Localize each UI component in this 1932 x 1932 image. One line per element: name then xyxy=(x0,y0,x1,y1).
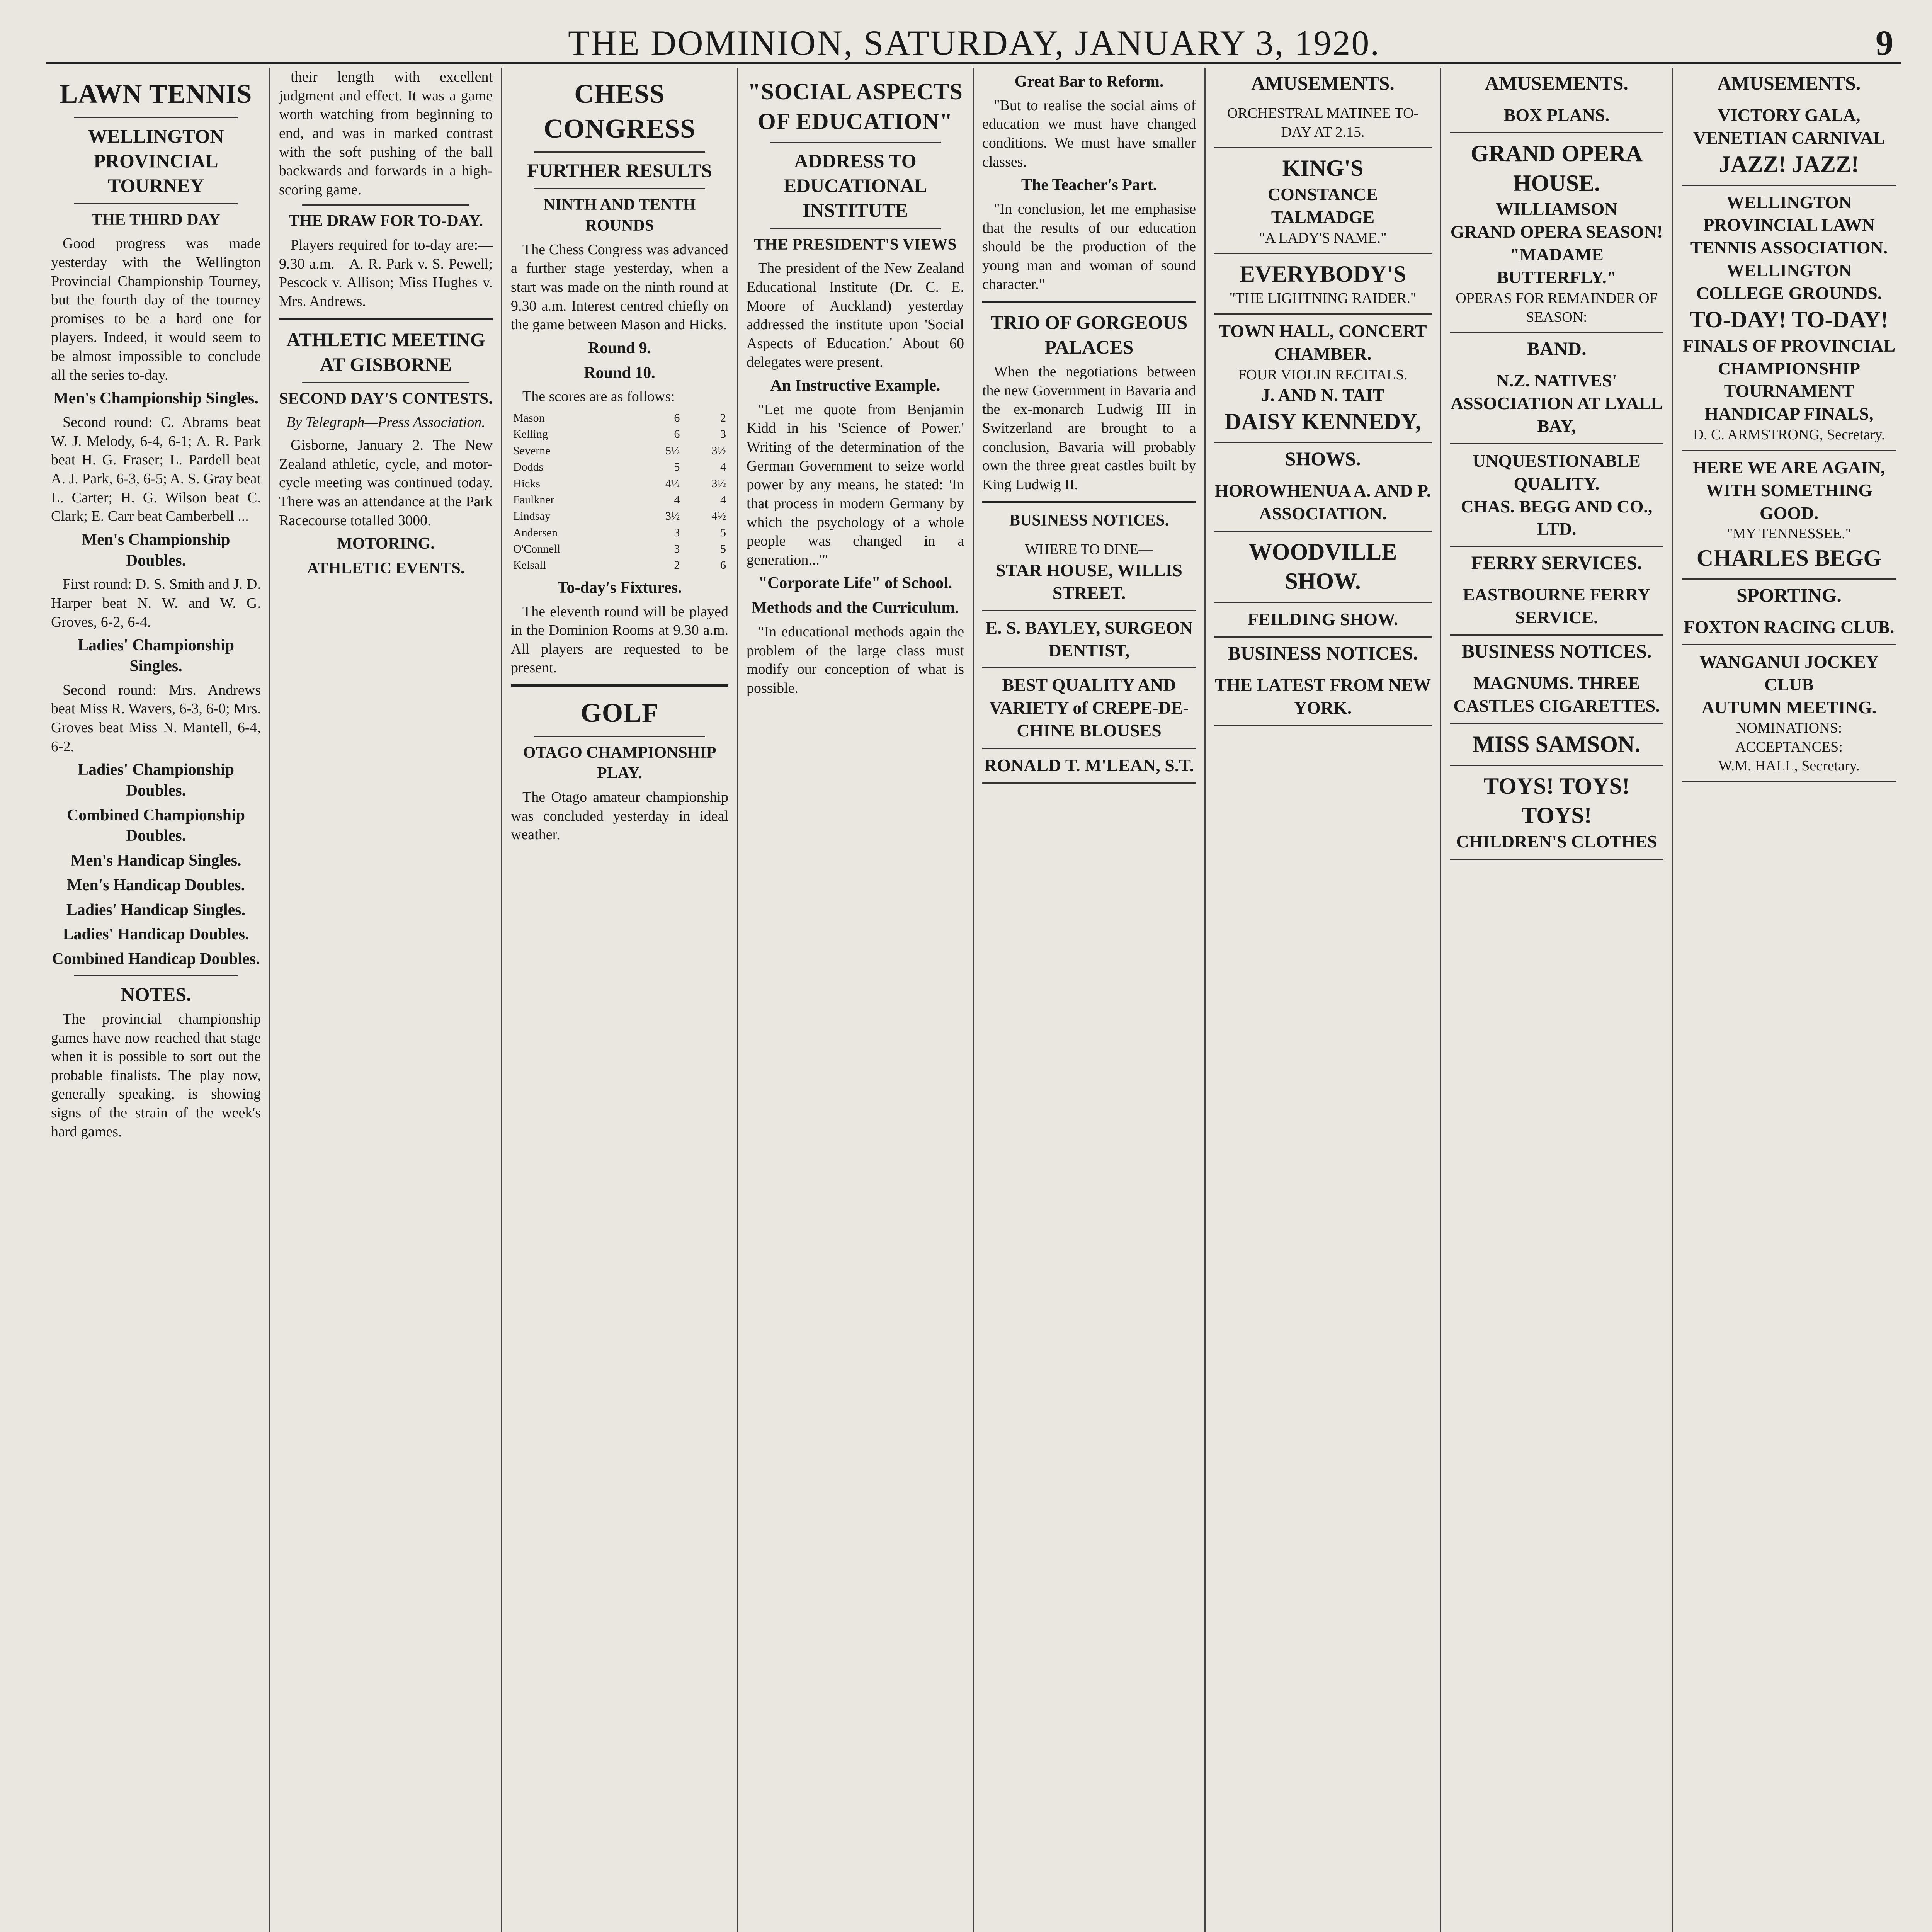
ad-line: TOWN HALL, CONCERT CHAMBER. xyxy=(1219,321,1427,364)
table-cell: 4 xyxy=(720,493,726,506)
table-cell: Severne xyxy=(513,444,551,457)
table-cell: Andersen xyxy=(513,526,558,539)
foxton-ad xyxy=(1682,611,1896,645)
table-cell: 3½ xyxy=(665,510,680,523)
mens-singles-text: Second round: C. Abrams beat W. J. Melody, 6-4, 6-1; A. R. Park beat H. G. Fraser; L. Pardell beat A. J. Park, 6-3, 6-5; A. S. Gray beat L. Carter; H. G. Wilson beat C. Clark; E. Carr beat Camberbell ... xyxy=(51,414,261,525)
ad-line: "THE LIGHTNING RAIDER." xyxy=(1229,290,1417,307)
grand-opera-ad xyxy=(1450,133,1663,333)
ladies-singles-text: Second round: Mrs. Andrews beat Miss R. Wavers, 6-3, 6-0; Mrs. Groves beat Miss N. Mantell, 6-4, 6-2. xyxy=(51,682,261,755)
band-heading: BAND. xyxy=(1527,338,1587,360)
divider xyxy=(534,151,705,153)
table-row xyxy=(511,541,728,557)
table-row xyxy=(511,459,728,475)
table-cell: Mason xyxy=(513,411,545,424)
everybodys-ad xyxy=(1214,254,1432,314)
table-cell: Hicks xyxy=(513,477,540,490)
ad-line: KING'S xyxy=(1282,155,1364,181)
ad-line: VICTORY GALA, VENETIAN CARNIVAL xyxy=(1693,105,1885,148)
golf-text: The Otago amateur championship was concluded yesterday in ideal weather. xyxy=(511,789,728,843)
third-day-heading: THE THIRD DAY xyxy=(91,211,221,229)
round-10-heading: Round 10. xyxy=(584,364,655,382)
table-cell: 5½ xyxy=(665,444,680,457)
ad-line: BOX PLANS. xyxy=(1503,105,1610,125)
divider xyxy=(982,301,1196,303)
ad-line: FOXTON RACING CLUB. xyxy=(1684,617,1895,637)
tennis-continued-text: their length with excellent judgment and effect. It was a game worth watching from beginning to end, and was in marked contrast with the soft pushing of the ball backwards and forwards in a high-scoring game. xyxy=(279,69,493,198)
ferry-heading: FERRY SERVICES. xyxy=(1471,552,1642,574)
palaces-heading: TRIO OF GORGEOUS PALACES xyxy=(990,311,1188,358)
ladies-handicap-doubles-heading: Ladies' Handicap Doubles. xyxy=(63,925,249,944)
ad-line: OPERAS FOR REMAINDER OF SEASON: xyxy=(1456,290,1658,325)
table-cell: 4½ xyxy=(711,510,726,523)
music-ad xyxy=(1682,451,1896,580)
divider xyxy=(74,117,238,118)
table-row xyxy=(511,410,728,426)
gala-ad xyxy=(1682,99,1896,186)
page-number: 9 xyxy=(1876,23,1893,63)
woodville-ad xyxy=(1214,532,1432,603)
ad-line: EASTBOURNE FERRY SERVICE. xyxy=(1463,585,1651,628)
column-amusements-2 xyxy=(1441,68,1673,1932)
table-cell: 3 xyxy=(674,526,680,539)
ad-line: ACCEPTANCES: xyxy=(1735,739,1843,755)
ad-line: GRAND OPERA HOUSE. xyxy=(1471,140,1643,196)
chess-score-table xyxy=(511,410,728,574)
toys-ad xyxy=(1450,766,1663,860)
ad-line: ORCHESTRAL MATINEE TO-DAY AT 2.15. xyxy=(1227,105,1419,140)
divider xyxy=(534,188,705,189)
ad-line: WELLINGTON PROVINCIAL LAWN TENNIS ASSOCIATION. xyxy=(1690,192,1888,258)
ad-line: CHAS. BEGG AND CO., LTD. xyxy=(1461,496,1653,539)
ad-line: UNQUESTIONABLE QUALITY. xyxy=(1473,451,1641,493)
divider xyxy=(770,228,941,229)
samson-ad xyxy=(1450,724,1663,766)
instructive-example-heading: An Instructive Example. xyxy=(770,377,940,395)
ad-line: GRAND OPERA SEASON! xyxy=(1450,222,1663,242)
ad-line: "MADAME BUTTERFLY." xyxy=(1497,245,1617,287)
mens-handicap-doubles-heading: Men's Handicap Doubles. xyxy=(67,876,245,894)
ad-line: WHERE TO DINE— xyxy=(1025,541,1153,558)
table-row xyxy=(511,525,728,541)
mens-singles-heading: Men's Championship Singles. xyxy=(53,389,259,408)
ad-line: FEILDING SHOW. xyxy=(1247,609,1398,629)
ad-line: AUTUMN MEETING. xyxy=(1701,697,1877,717)
ad-line: BEST QUALITY AND VARIETY of CREPE-DE-CHINE BLOUSES xyxy=(989,675,1189,741)
star-house-ad xyxy=(982,535,1196,611)
chess-intro: The Chess Congress was advanced a further stage yesterday, when a start was made on the ninth round at 9.30 a.m. Interest centred chiefly on the game between Mason and Hicks. xyxy=(511,241,728,333)
ad-line: FINALS OF PROVINCIAL CHAMPIONSHIP TOURNAMENT xyxy=(1682,335,1896,401)
ad-line: HOROWHENUA A. AND P. ASSOCIATION. xyxy=(1214,480,1431,523)
ad-line: RONALD T. M'LEAN, S.T. xyxy=(984,755,1194,775)
wanganui-ad xyxy=(1682,645,1896,782)
table-row xyxy=(511,492,728,508)
matinee-ad xyxy=(1214,99,1432,148)
ad-line: TO-DAY! TO-DAY! xyxy=(1689,306,1888,332)
table-cell: Dodds xyxy=(513,461,544,474)
ad-line: "MY TENNESSEE." xyxy=(1726,526,1852,542)
ad-line: D. C. ARMSTRONG, Secretary. xyxy=(1693,427,1885,443)
columns xyxy=(43,68,1905,1932)
divider xyxy=(770,142,941,143)
ad-line: THE LATEST FROM NEW YORK. xyxy=(1214,675,1431,718)
rounds-heading: NINTH AND TENTH ROUNDS xyxy=(543,196,696,235)
ad-line: MAGNUMS. THREE CASTLES CIGARETTES. xyxy=(1453,673,1660,716)
ad-line: TOYS! TOYS! TOYS! xyxy=(1483,773,1630,828)
combined-doubles-heading: Combined Championship Doubles. xyxy=(67,806,245,845)
masthead-title: THE DOMINION, SATURDAY, JANUARY 3, 1920. xyxy=(568,23,1381,63)
mens-doubles-text: First round: D. S. Smith and J. D. Harper beat N. W. and W. G. Groves, 6-2, 6-4. xyxy=(51,576,261,630)
divider xyxy=(511,684,728,687)
feilding-ad xyxy=(1214,603,1432,638)
athletic-meeting-heading: ATHLETIC MEETING AT GISBORNE xyxy=(286,328,485,375)
ad-line: EVERYBODY'S xyxy=(1239,261,1406,287)
tennis-finals-ad xyxy=(1682,186,1896,451)
amusements-heading: AMUSEMENTS. xyxy=(1717,72,1861,94)
second-day-heading: SECOND DAY'S CONTESTS. xyxy=(279,389,493,408)
instructive-example-text: "Let me quote from Benjamin Kidd in his 'Science of Power.' Writing of the determination of the German Government to seize world power by any means, he stated: 'In that process in modern Germany by which the psychology of a whole people was changed in a generation...'" xyxy=(747,401,964,568)
ad-line: "A LADY'S NAME." xyxy=(1259,230,1387,246)
natives-association-ad xyxy=(1450,364,1663,444)
table-cell: Kelling xyxy=(513,428,548,441)
column-amusements-1 xyxy=(1206,68,1441,1932)
fixtures-text: The eleventh round will be played in the Dominion Rooms at 9.30 a.m. All players are requested to be present. xyxy=(511,603,728,676)
table-cell: 4 xyxy=(674,493,680,506)
divider xyxy=(302,204,469,206)
ad-line: DAISY KENNEDY, xyxy=(1224,409,1421,435)
table-cell: 3 xyxy=(720,428,726,441)
table-cell: 6 xyxy=(720,559,726,572)
notes-heading: NOTES. xyxy=(121,983,191,1005)
shows-heading: SHOWS. xyxy=(1285,447,1361,469)
divider xyxy=(74,975,238,976)
divider xyxy=(534,736,705,737)
box-plans-ad xyxy=(1450,99,1663,133)
motoring-heading: MOTORING. xyxy=(337,535,435,553)
table-cell: 5 xyxy=(674,461,680,474)
horowhenua-ad xyxy=(1214,474,1432,532)
table-cell: Lindsay xyxy=(513,510,551,523)
table-cell: 4½ xyxy=(665,477,680,490)
draw-text: Players required for to-day are:— 9.30 a.m.—A. R. Park v. S. Pewell; Pescock v. Allison; Miss Hughes v. Mrs. Andrews. xyxy=(279,237,493,310)
divider xyxy=(74,203,238,204)
divider xyxy=(982,501,1196,503)
education-heading: "SOCIAL ASPECTS OF EDUCATION" xyxy=(748,79,963,134)
ladies-singles-heading: Ladies' Championship Singles. xyxy=(78,636,234,675)
athletic-text: Gisborne, January 2. The New Zealand athletic, cycle, and motor-cycle meeting was continued today. There was an attendance at the Park Racecourse totalled 3000. xyxy=(279,437,493,529)
table-cell: 2 xyxy=(674,559,680,572)
teachers-part-text: "In conclusion, let me emphasise that the results of our education should be the production of the young man and woman of sound character." xyxy=(982,201,1196,293)
methods-heading: Methods and the Curriculum. xyxy=(752,599,959,617)
scores-intro: The scores are as follows: xyxy=(522,388,675,405)
divider xyxy=(279,318,493,320)
business-notices-heading: BUSINESS NOTICES. xyxy=(1228,642,1418,664)
table-cell: 6 xyxy=(674,428,680,441)
ad-line: N.Z. NATIVES' ASSOCIATION AT LYALL BAY, xyxy=(1451,371,1663,436)
column-athletics xyxy=(270,68,502,1932)
chess-heading: CHESS CONGRESS xyxy=(543,79,696,144)
teachers-part-heading: The Teacher's Part. xyxy=(1021,176,1157,194)
ad-line: MISS SAMSON. xyxy=(1473,731,1641,757)
ad-line: E. S. BAYLEY, SURGEON DENTIST, xyxy=(985,617,1193,660)
cigarettes-ad xyxy=(1450,667,1663,724)
town-hall-ad xyxy=(1214,315,1432,443)
masthead xyxy=(46,19,1901,64)
round-9-heading: Round 9. xyxy=(588,339,651,357)
ad-line: J. AND N. TAIT xyxy=(1261,385,1385,405)
ad-line: CHARLES BEGG xyxy=(1696,545,1882,571)
further-results-heading: FURTHER RESULTS xyxy=(527,160,712,182)
ad-line: WELLINGTON COLLEGE GROUNDS. xyxy=(1696,260,1882,303)
business-notices-heading: BUSINESS NOTICES. xyxy=(1461,640,1652,662)
methods-text: "In educational methods again the problem of the large class must modify our conception of what is possible. xyxy=(747,623,964,696)
great-bar-heading: Great Bar to Reform. xyxy=(1014,73,1164,90)
column-lawn-tennis xyxy=(43,68,270,1932)
divider xyxy=(302,382,469,383)
ad-line: WANGANUI JOCKEY CLUB xyxy=(1699,651,1879,694)
athletic-events-heading: ATHLETIC EVENTS. xyxy=(307,559,465,577)
table-cell: 3½ xyxy=(711,444,726,457)
notes-text: The provincial championship games have now reached that stage when it is possible to sort out the probable finalists. The play now, generally speaking, is showing signs of the strain of the week's hard games. xyxy=(51,1010,261,1140)
fixtures-heading: To-day's Fixtures. xyxy=(557,578,682,597)
table-row xyxy=(511,426,728,442)
business-notices-heading: BUSINESS NOTICES. xyxy=(1009,511,1169,529)
quality-ad xyxy=(1450,444,1663,548)
mclean-ad xyxy=(982,749,1196,784)
ad-line: CONSTANCE TALMADGE xyxy=(1267,184,1378,227)
presidents-views-heading: THE PRESIDENT'S VIEWS xyxy=(754,235,957,253)
sporting-heading: SPORTING. xyxy=(1736,584,1842,606)
ad-line: WOODVILLE SHOW. xyxy=(1248,539,1397,594)
ad-line: HERE WE ARE AGAIN, WITH SOMETHING GOOD. xyxy=(1693,457,1885,523)
table-row xyxy=(511,508,728,524)
table-row xyxy=(511,557,728,573)
ad-line: JAZZ! JAZZ! xyxy=(1719,151,1859,177)
column-education xyxy=(738,68,974,1932)
ladies-handicap-singles-heading: Ladies' Handicap Singles. xyxy=(66,901,246,919)
new-york-ad xyxy=(1214,668,1432,726)
table-cell: 2 xyxy=(720,411,726,424)
column-amusements-3 xyxy=(1673,68,1905,1932)
ladies-doubles-heading: Ladies' Championship Doubles. xyxy=(78,761,234,799)
table-cell: 4 xyxy=(720,461,726,474)
amusements-heading: AMUSEMENTS. xyxy=(1251,72,1395,94)
amusements-heading: AMUSEMENTS. xyxy=(1485,72,1628,94)
ad-line: W.M. HALL, Secretary. xyxy=(1718,757,1860,774)
byline: By Telegraph—Press Association. xyxy=(286,414,485,431)
ad-line: HANDICAP FINALS, xyxy=(1704,404,1874,424)
table-cell: 5 xyxy=(720,526,726,539)
kings-theatre-ad xyxy=(1214,148,1432,254)
table-cell: 5 xyxy=(720,543,726,556)
dentist-ad xyxy=(982,611,1196,669)
ad-line: CHILDREN'S CLOTHES xyxy=(1456,832,1657,852)
otago-heading: OTAGO CHAMPIONSHIP PLAY. xyxy=(523,743,716,782)
table-cell: O'Connell xyxy=(513,543,561,556)
ad-line: NOMINATIONS: xyxy=(1736,720,1842,736)
tourney-subheading: WELLINGTON PROVINCIAL TOURNEY xyxy=(88,125,224,196)
draw-heading: THE DRAW FOR TO-DAY. xyxy=(288,212,483,230)
lawn-tennis-heading: LAWN TENNIS xyxy=(60,79,252,109)
corporate-life-heading: "Corporate Life" of School. xyxy=(758,574,952,592)
table-cell: Kelsall xyxy=(513,559,546,572)
table-cell: 3½ xyxy=(711,477,726,490)
table-row xyxy=(511,476,728,492)
column-education-cont xyxy=(974,68,1206,1932)
great-bar-text: "But to realise the social aims of education we must have changed conditions. We must have smaller classes. xyxy=(982,97,1196,170)
table-row xyxy=(511,443,728,459)
eastbourne-ferry-ad xyxy=(1450,578,1663,636)
table-cell: 3 xyxy=(674,543,680,556)
golf-heading: GOLF xyxy=(580,698,659,728)
tennis-intro: Good progress was made yesterday with the Wellington Provincial Championship Tourney, but the fourth day of the tourney promises to be a hard one for players. Indeed, it would seem to be almost impossible to conclude all the series to-day. xyxy=(51,235,261,383)
column-chess xyxy=(502,68,738,1932)
combined-handicap-heading: Combined Handicap Doubles. xyxy=(52,950,260,968)
mens-handicap-singles-heading: Men's Handicap Singles. xyxy=(70,852,242,870)
ad-line: STAR HOUSE, WILLIS STREET. xyxy=(996,560,1182,603)
education-intro: The president of the New Zealand Educational Institute (Dr. C. E. Moore of Auckland) yesterday addressed the institute upon 'Social Aspects of Education.' About 60 delegates were present. xyxy=(747,260,964,371)
table-cell: 6 xyxy=(674,411,680,424)
palaces-text: When the negotiations between the new Government in Bavaria and the ex-monarch Ludwig III in Switzerland are brought to a conclusion, Bavaria will probably own the three great castles built by King Ludwig II. xyxy=(982,364,1196,493)
table-cell: Faulkner xyxy=(513,493,554,506)
mens-doubles-heading: Men's Championship Doubles. xyxy=(82,531,230,570)
blouses-ad xyxy=(982,668,1196,749)
ad-line: FOUR VIOLIN RECITALS. xyxy=(1238,366,1408,383)
address-heading: ADDRESS TO EDUCATIONAL INSTITUTE xyxy=(783,150,927,221)
ad-line: WILLIAMSON xyxy=(1496,199,1617,219)
